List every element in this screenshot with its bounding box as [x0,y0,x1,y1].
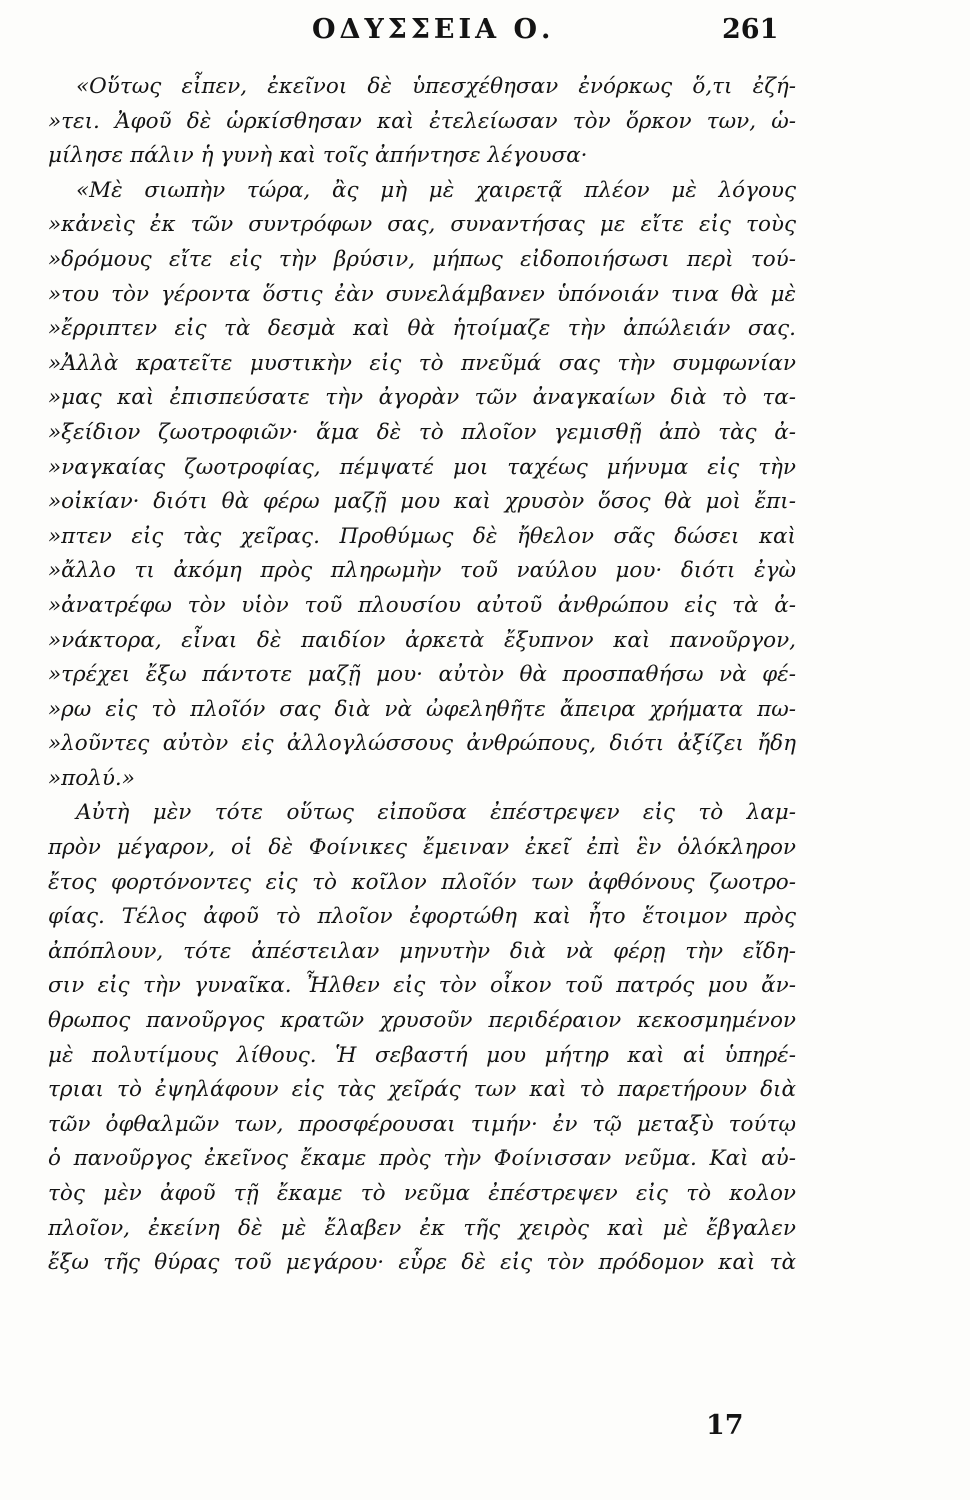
text-line: »μας καὶ ἐπισπεύσατε τὴν ἀγορὰν τῶν ἀναγκαίων διὰ τὸ τα- [48,385,796,411]
text-line: «Μὲ σιωπὴν τώρα, ἂς μὴ μὲ χαιρετᾷ πλέον μὲ λόγους [76,177,796,203]
text-line: »Ἀλλὰ κρατεῖτε μυστικὴν εἰς τὸ πνεῦμά σας τὴν συμφωνίαν [48,350,796,376]
printer-signature-mark: 17 [706,1410,744,1441]
text-line: »ἄλλο τι ἀκόμη πρὸς πληρωμὴν τοῦ ναύλου μου· διότι ἐγὼ [48,558,796,584]
text-line: »ναγκαίας ζωοτροφίας, πέμψατέ μοι ταχέως μήνυμα εἰς τὴν [48,454,796,480]
text-line: τὸς μὲν ἀφοῦ τῇ ἔκαμε τὸ νεῦμα ἐπέστρεψεν εἰς τὸ κολον [48,1181,796,1206]
text-line: »πτεν εἰς τὰς χεῖρας. Προθύμως δὲ ἤθελον σᾶς δώσει καὶ [48,523,796,549]
text-line: «Οὕτως εἶπεν, ἐκεῖνοι δὲ ὑπεσχέθησαν ἐνόρκως ὅ,τι ἐζή- [76,74,796,99]
text-line: πλοῖον, ἐκείνη δὲ μὲ ἔλαβεν ἐκ τῆς χειρὸς καὶ μὲ ἔβγαλεν [48,1215,796,1241]
text-line: μίλησε πάλιν ἡ γυνὴ καὶ τοῖς ἀπήντησε λέγουσα· [48,143,588,169]
text-line: »κἀνεὶς ἐκ τῶν συντρόφων σας, συναντήσας με εἴτε εἰς τοὺς [48,212,796,238]
text-line: σιν εἰς τὴν γυναῖκα. Ἦλθεν εἰς τὸν οἶκον τοῦ πατρός μου ἄν- [48,973,796,999]
body-text [48,70,796,1281]
text-line: »του τὸν γέροντα ὅστις ἐὰν συνελάμβανεν ὑπόνοιάν τινα θὰ μὲ [48,281,796,307]
text-line: »τρέχει ἔξω πάντοτε μαζῇ μου· αὐτὸν θὰ προσπαθήσω νὰ φέ- [48,662,796,688]
text-line: »δρόμους εἴτε εἰς τὴν βρύσιν, μήπως εἰδοποιήσωσι περὶ τού- [48,246,796,272]
text-line: »πολύ.» [48,765,135,791]
text-line: »λοῦντες αὐτὸν εἰς ἀλλογλώσσους ἀνθρώπους, διότι ἀξίζει ἤδη [48,731,796,757]
text-line: »ρω εἰς τὸ πλοῖόν σας διὰ νὰ ὠφεληθῆτε ἄπειρα χρήματα πω- [48,696,796,722]
text-line: θρωπος πανοῦργος κρατῶν χρυσοῦν περιδέραιον κεκοσμημένον [48,1008,796,1034]
text-line: »ἀνατρέφω τὸν υἱὸν τοῦ πλουσίου αὐτοῦ ἀνθρώπου εἰς τὰ ἀ- [48,592,796,618]
text-line: »ξείδιον ζωοτροφιῶν· ἅμα δὲ τὸ πλοῖον γεμισθῇ ἀπὸ τὰς ἀ- [48,419,796,445]
text-line: »οἰκίαν· διότι θὰ φέρω μαζῇ μου καὶ χρυσὸν ὅσος θὰ μοὶ ἔπι- [48,489,796,515]
text-line: Αὐτὴ μὲν τότε οὕτως εἰποῦσα ἐπέστρεψεν εἰς τὸ λαμ- [76,800,796,826]
page-number: 261 [722,14,779,45]
text-line: »νάκτορα, εἶναι δὲ παιδίον ἀρκετὰ ἔξυπνον καὶ πανοῦργον, [48,627,796,653]
text-line: μὲ πολυτίμους λίθους. Ἡ σεβαστή μου μήτηρ καὶ αἱ ὑπηρέ- [48,1042,796,1068]
running-title: ΟΔΥΣΣΕΙΑ Ο. [312,14,555,45]
text-line: ἔτος φορτόνοντες εἰς τὸ κοῖλον πλοῖόν των ἀφθόνους ζωοτρο- [48,869,796,895]
text-line: »ἔρριπτεν εἰς τὰ δεσμὰ καὶ θὰ ἡτοίμαζε τὴν ἀπώλειάν σας. [48,316,796,342]
text-line: τῶν ὀφθαλμῶν των, προσφέρουσαι τιμήν· ἐν τῷ μεταξὺ τούτῳ [48,1111,796,1137]
text-line: φίας. Τέλος ἀφοῦ τὸ πλοῖον ἐφορτώθη καὶ ἦτο ἕτοιμον πρὸς [48,904,796,930]
text-line: πρὸν μέγαρον, οἱ δὲ Φοίνικες ἔμειναν ἐκεῖ ἐπὶ ἓν ὁλόκληρον [48,835,796,861]
text-line: ἔξω τῆς θύρας τοῦ μεγάρου· εὗρε δὲ εἰς τὸν πρόδομον καὶ τὰ [48,1250,796,1276]
text-line: »τει. Ἀφοῦ δὲ ὡρκίσθησαν καὶ ἐτελείωσαν τὸν ὅρκον των, ὡ- [48,108,796,134]
text-line: τριαι τὸ ἐψηλάφουν εἰς τὰς χεῖράς των καὶ τὸ παρετήρουν διὰ [48,1077,796,1103]
text-line: ἀπόπλουν, τότε ἀπέστειλαν μηνυτὴν διὰ νὰ φέρῃ τὴν εἴδη- [48,938,796,964]
text-line: ὁ πανοῦργος ἐκεῖνος ἔκαμε πρὸς τὴν Φοίνισσαν νεῦμα. Καὶ αὐ- [48,1146,796,1172]
running-head [0,14,970,54]
